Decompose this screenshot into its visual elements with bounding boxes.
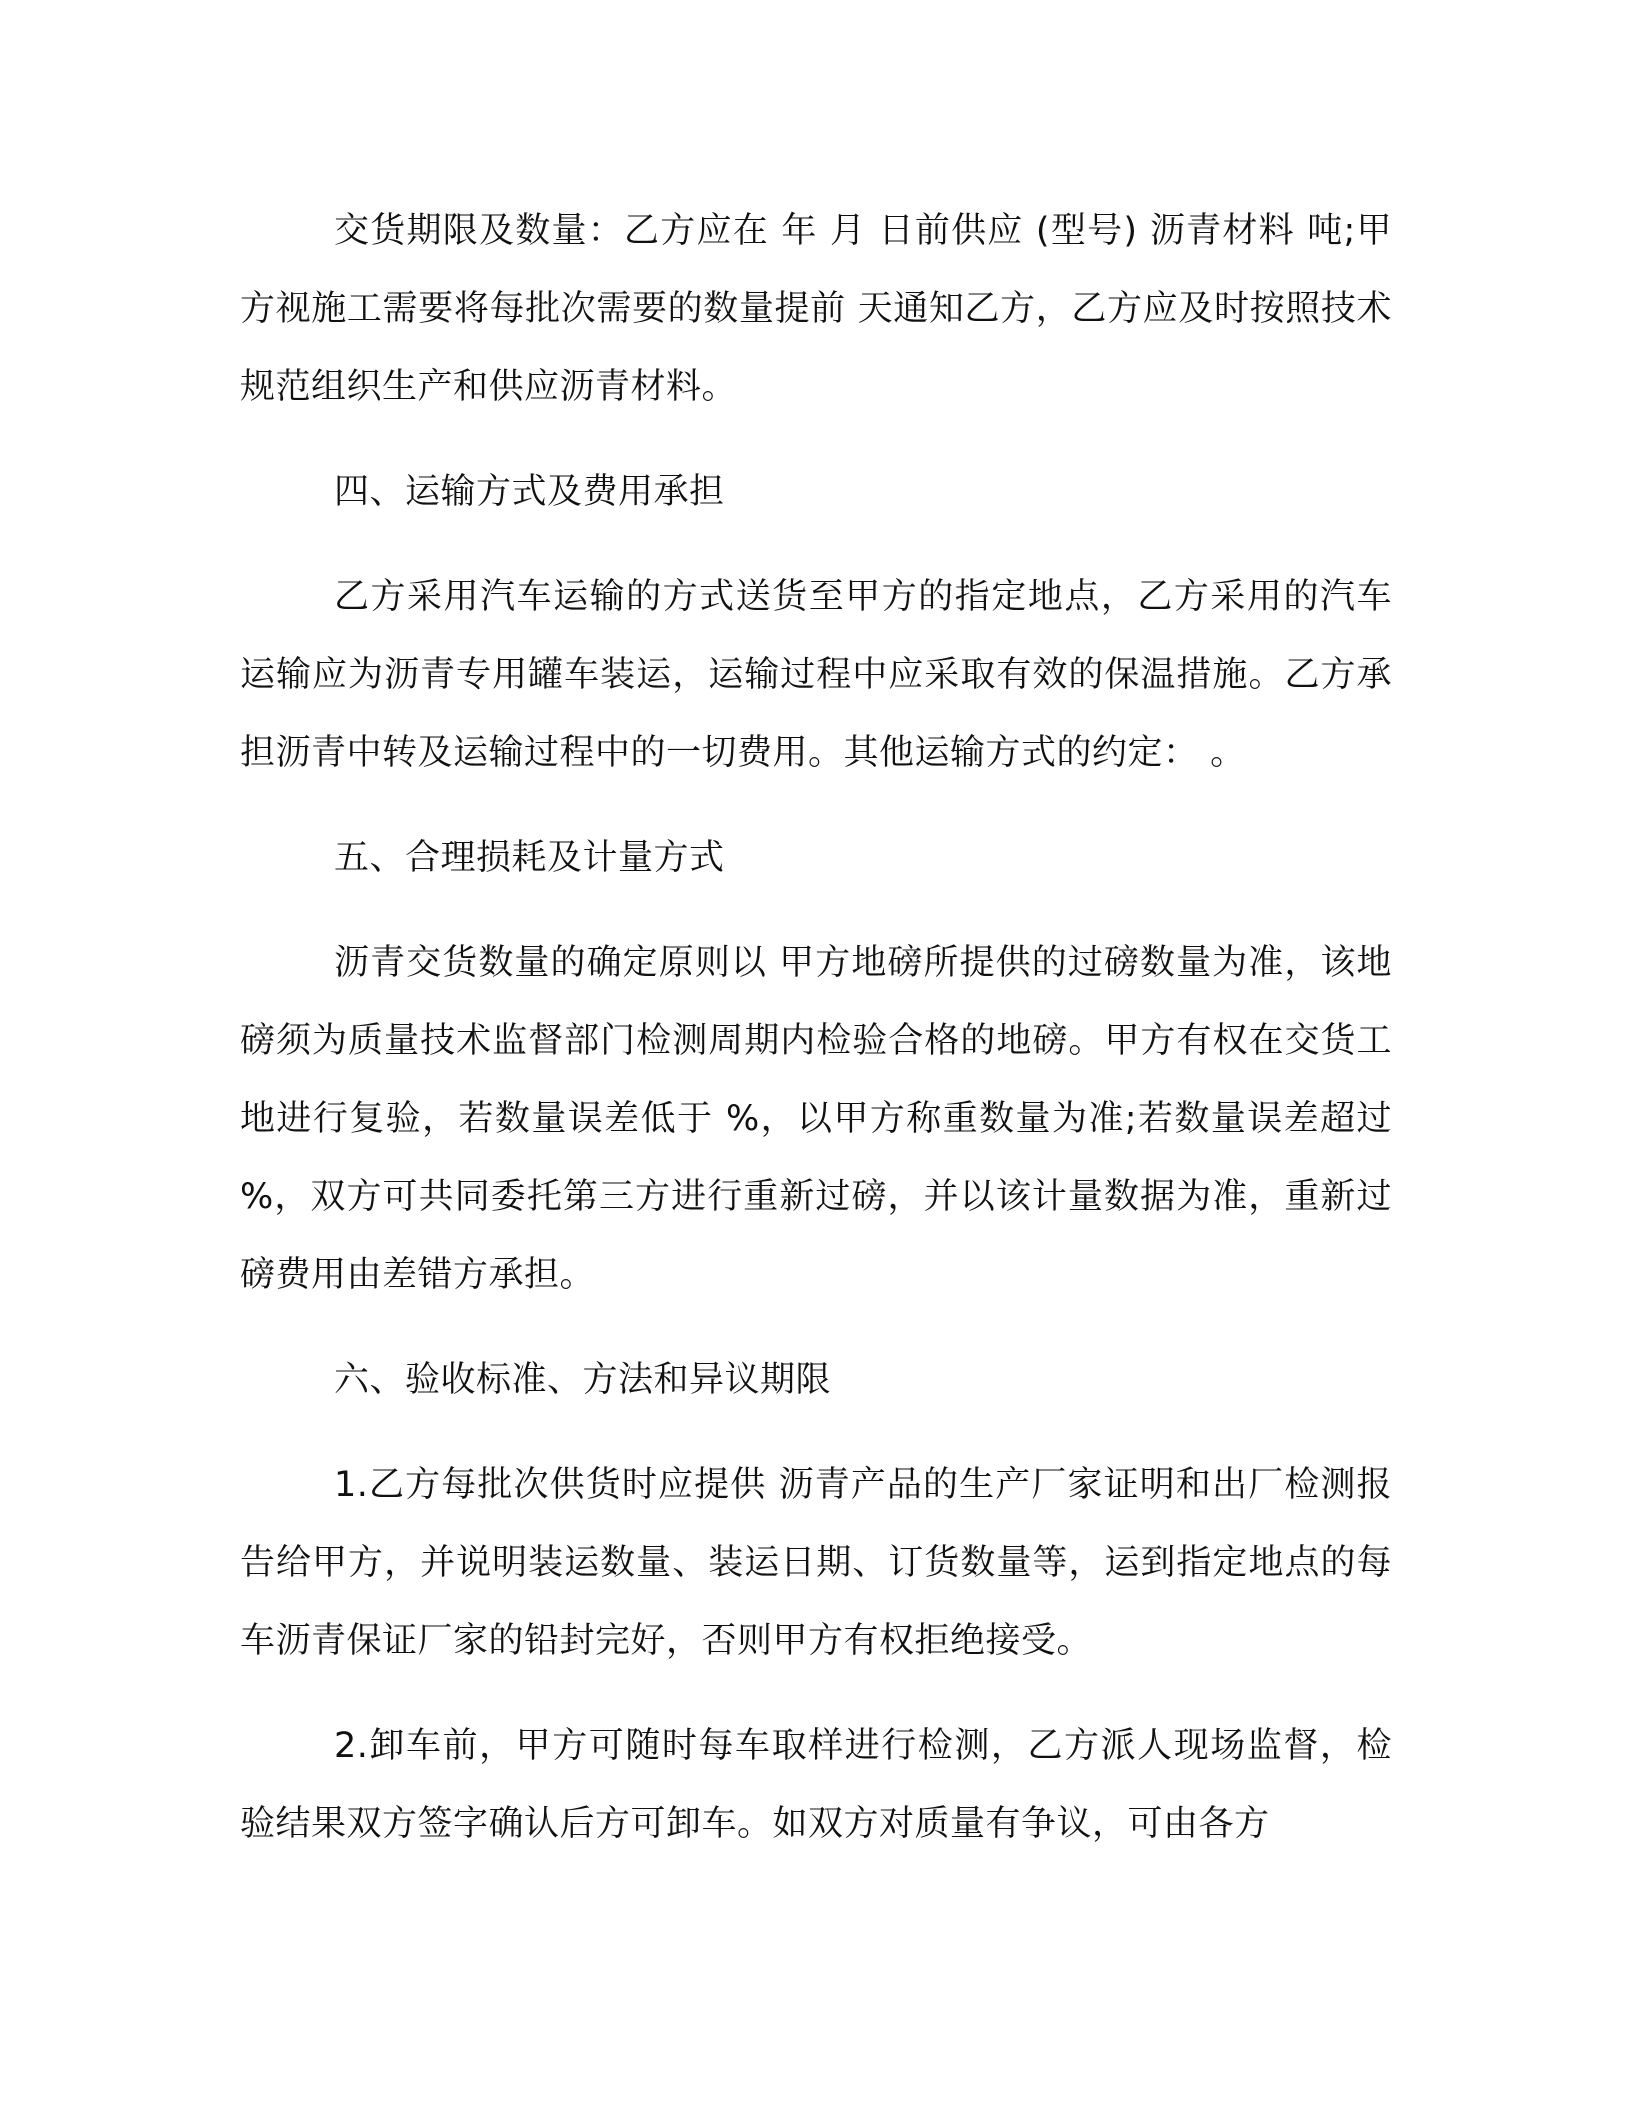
paragraph-delivery-terms: 交货期限及数量：乙方应在 年 月 日前供应 (型号) 沥青材料 吨;甲方视施工需要将每批次需要的数量提前 天通知乙方，乙方应及时按照技术规范组织生产和供应沥青材料。 <box>240 211 1392 407</box>
section-heading-acceptance: 六、验收标准、方法和异议期限 <box>334 1360 832 1400</box>
section-heading-transport: 四、运输方式及费用承担 <box>334 472 725 512</box>
paragraph-acceptance-2: 2.卸车前，甲方可随时每车取样进行检测，乙方派人现场监督，检验结果双方签字确认后方可卸车。如双方对质量有争议，可由各方 <box>240 1726 1392 1844</box>
paragraph-transport: 乙方采用汽车运输的方式送货至甲方的指定地点，乙方采用的汽车运输应为沥青专用罐车装运，运输过程中应采取有效的保温措施。乙方承担沥青中转及运输过程中的一切费用。其他运输方式的约定： 。 <box>240 577 1392 773</box>
paragraph-measurement: 沥青交货数量的确定原则以 甲方地磅所提供的过磅数量为准，该地磅须为质量技术监督部门检测周期内检验合格的地磅。甲方有权在交货工地进行复验，若数量误差低于 %，以甲方称重数量为准;若数量误差超过 %，双方可共同委托第三方进行重新过磅，并以该计量数据为准，重新过磅费用由差错方承担。 <box>240 943 1392 1295</box>
section-heading-measurement: 五、合理损耗及计量方式 <box>334 838 725 878</box>
paragraph-acceptance-1: 1.乙方每批次供货时应提供 沥青产品的生产厂家证明和出厂检测报告给甲方，并说明装运数量、装运日期、订货数量等，运到指定地点的每车沥青保证厂家的铅封完好，否则甲方有权拒绝接受。 <box>240 1465 1392 1661</box>
